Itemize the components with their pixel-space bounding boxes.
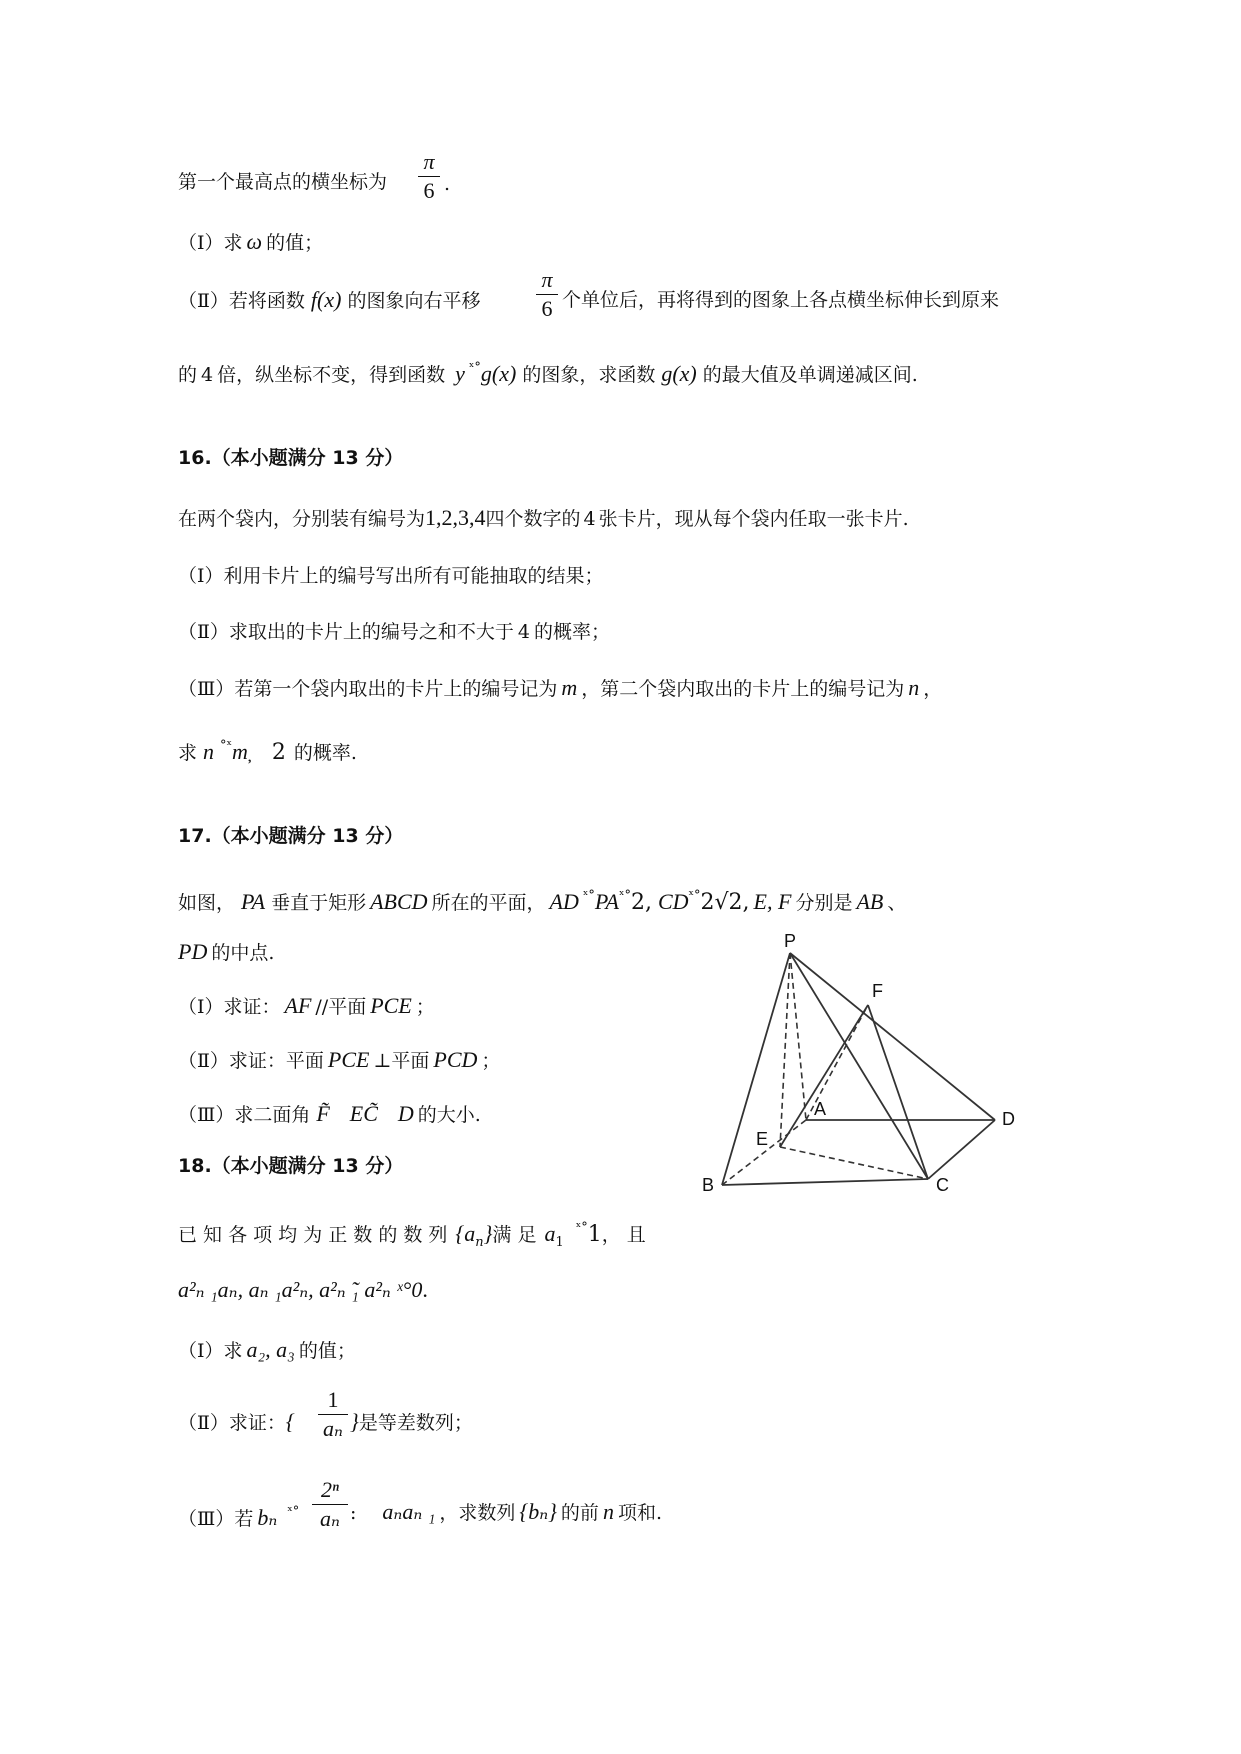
segment-PA: PA [594,889,619,914]
text: ， 且 [601,1224,646,1246]
point-D: D [397,1101,414,1126]
perpendicular-symbol: ⊥ [373,1050,392,1072]
term-a1: a [544,1221,556,1246]
fraction-numerator: π [541,267,553,292]
text: （Ⅱ）求证： [178,1412,286,1434]
fraction-bar [318,1414,348,1415]
text: 的最大值及单调递减区间. [702,364,918,386]
text: 的值； [298,1340,356,1362]
text: （Ⅱ）求证：平面 [178,1050,324,1072]
intro-part-2 [178,288,480,313]
text: 的概率； [534,621,611,643]
function-fx: f(x) [310,287,342,312]
sqrt-2: √2, [714,890,750,915]
text: （Ⅱ）求取出的卡片上的编号之和不大于 [178,621,514,643]
text: 分别是 [795,892,853,914]
fraction-bar [418,176,440,177]
var-n: n [203,739,215,764]
q16-part-2 [178,620,610,644]
q18-part-3 [178,1500,299,1531]
brace: } [350,1409,359,1434]
sequence-an: {a [455,1221,476,1246]
segment-AB: AB [856,889,884,914]
term-product: aₙaₙ ₁ [382,1499,436,1524]
segment-AF: AF [284,993,312,1018]
text: 倍，纵坐标不变，得到函数 [217,364,446,386]
text: 的大小. [417,1104,481,1126]
text: ，第二个袋内取出的卡片上的编号记为 [581,678,905,700]
text: ， [923,678,943,700]
value: 2 [700,890,715,915]
subscript: 1 [555,1234,564,1250]
segment-PD: PD [178,939,208,964]
text: 张卡片，现从每个袋内任取一张卡片. [598,508,909,530]
text: 已 知 各 项 均 为 正 数 的 数 列 [178,1224,448,1246]
intro-line-1 [178,170,387,194]
text: 的图象，求函数 [522,364,656,386]
text: 垂直于矩形 [271,892,367,914]
intro-line-4 [178,356,918,387]
label-D: D [1002,1109,1015,1129]
garbled-glyph: ˣ° [468,360,481,375]
label-F: F [872,981,883,1001]
q17-part-2 [178,1048,500,1073]
shift-fraction [536,268,558,321]
edge-PC [790,953,928,1179]
q18-part-2-tail [350,1410,473,1435]
text: 四个数字的 [485,508,581,530]
label-P: P [784,931,797,951]
point-F: F̃ [316,1101,330,1126]
garbled-glyph: ˣ° [582,888,595,903]
q18-heading: 18.（本小题满分 13 分） [178,1155,404,1177]
pi-over-6-fraction [418,150,440,203]
q18-part-2 [178,1410,295,1435]
intro-text: 第一个最高点的横坐标为 [178,171,388,193]
edge-PD [790,953,995,1120]
edge-EC: EC̃ [349,1101,378,1126]
label-C: C [936,1175,949,1195]
text: ，求数列 [439,1502,516,1524]
q17-part-3 [178,1102,481,1127]
q16-stem [178,506,909,531]
value: 1 [587,1222,602,1247]
fraction-numerator: 2ⁿ [321,1477,339,1502]
brace: { [285,1409,295,1434]
segment-PA: PA [241,889,266,914]
fraction-numerator: π [423,149,435,174]
intro-part-2-cont: 个单位后，再将得到的图象上各点横坐标伸长到原来 [562,289,1000,311]
q18-part-3-tail [350,1500,662,1525]
text: 平面 [391,1050,430,1072]
subscript: n [475,1234,484,1250]
q16-heading: 16.（本小题满分 13 分） [178,447,404,469]
colon: : [350,1502,357,1524]
segment-CD: CD [657,889,689,914]
number: 4 [201,364,214,386]
var-m: m̦ [232,739,248,764]
garbled-glyph: ˣ° [287,1504,300,1519]
part-text: 的值； [266,232,324,254]
fraction-denominator: 6 [423,178,435,203]
parallel-symbol: // [315,996,329,1018]
number: 2 [271,740,286,765]
rectangle-ABCD: ABCD [370,889,428,914]
garbled-glyph: ˣ° [618,888,631,903]
text: 的概率. [293,742,357,764]
segment-AD: AD [549,889,579,914]
var-m: m [561,675,578,700]
label-B: B [702,1175,715,1195]
label-A: A [814,1099,827,1119]
intro-part-1 [178,230,323,255]
text: 是等差数列； [358,1412,473,1434]
garbled-glyph: ˣ° [575,1220,588,1235]
points-EF: E, F [753,889,792,914]
edge-FC [868,1005,928,1179]
text: （Ⅲ）求二面角 [178,1104,311,1126]
fraction-numerator: 1 [327,1387,339,1412]
plane-PCE: PCE [370,993,412,1018]
text: （Ⅲ）若 [178,1508,254,1530]
text: 的 [178,364,198,386]
bn-fraction [312,1478,348,1531]
function-gx: g(x) [480,361,517,386]
text: （Ⅰ）求证： [178,996,281,1018]
reciprocal-an-fraction [318,1388,348,1441]
text: 如图， [178,892,236,914]
hidden-edge-PA [790,953,806,1120]
fraction-denominator: 6 [541,296,553,321]
q17-stem [178,884,906,915]
plane-PCE: PCE [327,1047,370,1072]
omega-symbol: ω [246,229,263,254]
fraction-denominator: aₙ [320,1506,340,1531]
edge-PB [722,953,790,1185]
label-E: E [756,1129,769,1149]
var-n: n [908,675,920,700]
text: 所在的平面， [431,892,546,914]
plane-PCD: PCD [433,1047,478,1072]
brace: } [483,1221,493,1246]
text: （Ⅰ）求 [178,1340,243,1362]
fraction-bar [312,1504,348,1505]
value: 2, [630,890,652,915]
function-gx: g(x) [661,361,697,386]
text: ； [481,1050,501,1072]
text: 的中点. [211,942,275,964]
q18-part-1 [178,1338,356,1363]
edge-CD [928,1120,995,1179]
q18-recurrence [178,1278,428,1302]
fraction-denominator: aₙ [323,1416,343,1441]
number-list: 1,2,3,4 [425,505,486,530]
fraction-bar [536,294,558,295]
text: 平面 [328,996,367,1018]
part-label: （Ⅰ）求 [178,232,243,254]
q16-part-1: （Ⅰ）利用卡片上的编号写出所有可能抽取的结果； [178,565,604,587]
q16-part-3 [178,676,942,701]
garbled-glyph: °ˣ [220,738,233,753]
text: （Ⅲ）若第一个袋内取出的卡片上的编号记为 [178,678,558,700]
q18-stem [178,1216,646,1255]
text: 在两个袋内，分别装有编号为 [178,508,426,530]
pyramid-figure [700,925,1030,1225]
part-text: 的图象向右平移 [347,290,481,312]
edge-FE [780,1005,868,1147]
q17-heading: 17.（本小题满分 13 分） [178,825,404,847]
text: ； [415,996,435,1018]
recurrence-formula: a²ₙ ₁aₙ, aₙ ₁a²ₙ, a²ₙ ̃₁ a²ₙ ˣ°0 [178,1277,423,1302]
q17-stem-cont [178,940,274,965]
intro-period: . [444,173,451,195]
edge-BC [722,1179,928,1185]
var-y: y [455,361,465,386]
hidden-edge-EC [780,1147,928,1179]
sequence-bn: {bₙ} [519,1499,557,1524]
text: 、 [887,892,907,914]
q16-last-line [178,734,357,765]
number: 4 [583,508,596,530]
term-bn: bₙ [257,1505,278,1530]
text: 的前 [560,1502,599,1524]
var-n: n [602,1499,614,1524]
garbled-glyph: ˣ° [688,888,701,903]
number: 4 [517,621,531,643]
period: . [422,1277,428,1302]
text: 项和. [617,1502,662,1524]
terms-a2-a3: a₂, a₃ [246,1337,295,1362]
text: 满 足 [492,1224,537,1246]
q17-part-1 [178,994,435,1019]
text: 求 [178,742,198,764]
part-label: （Ⅱ）若将函数 [178,290,305,312]
